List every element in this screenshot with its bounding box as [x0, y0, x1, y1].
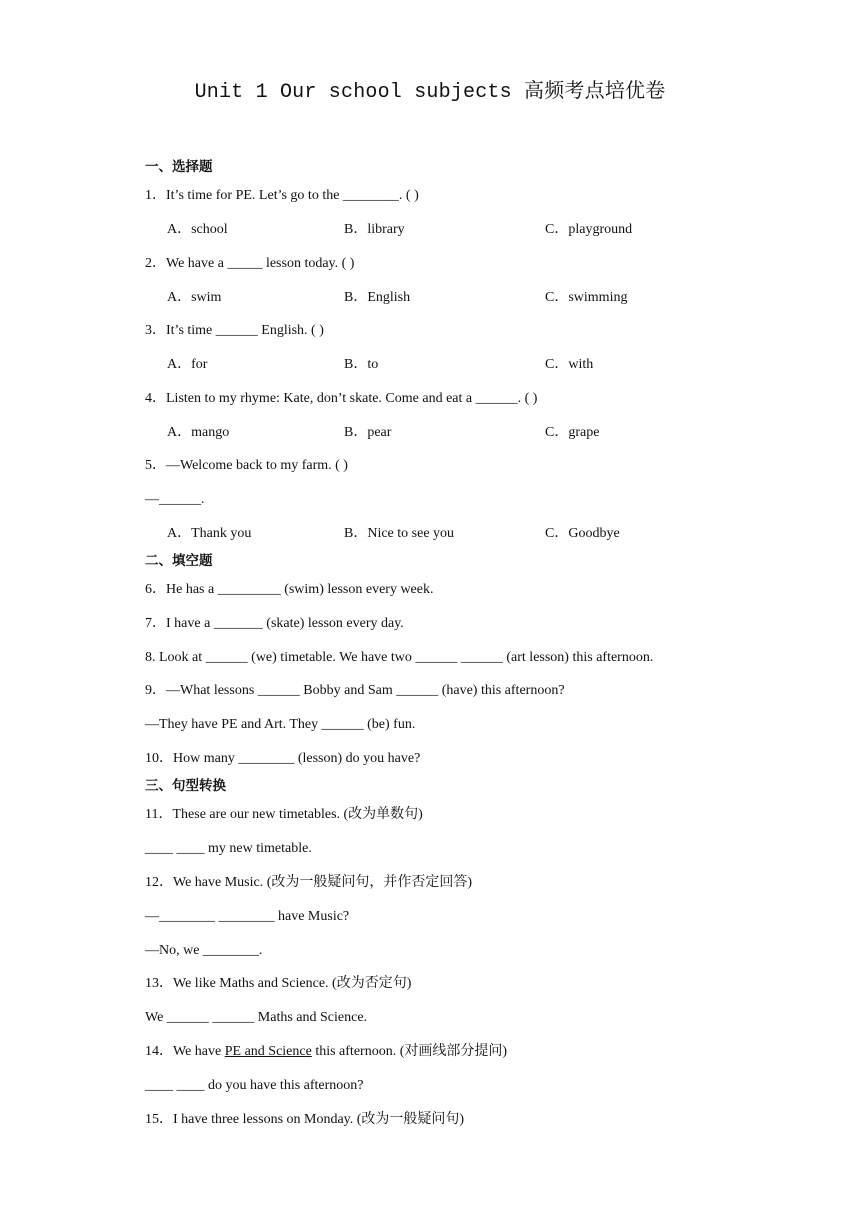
question-15: 15．I have three lessons on Monday. (改为一般疑问句): [145, 1112, 465, 1127]
question-9-line-2: —They have PE and Art. They ______ (be) fun.: [145, 717, 416, 732]
q1-option-c: C．playground: [545, 222, 633, 237]
q2-option-b: B．English: [344, 290, 411, 305]
section-heading-sentence-transform: 三、句型转换: [145, 778, 226, 794]
page-title: Unit 1 Our school subjects 高频考点培优卷: [194, 81, 666, 104]
question-2: 2．We have a _____ lesson today. ( ): [145, 256, 355, 271]
q5-option-c: C．Goodbye: [545, 526, 620, 541]
q2-option-a: A．swim: [167, 290, 222, 305]
question-5-response: —______.: [145, 492, 205, 507]
question-3: 3．It’s time ______ English. ( ): [145, 323, 324, 338]
q3-option-c: C．with: [545, 357, 594, 372]
question-13: 13．We like Maths and Science. (改为否定句): [145, 976, 412, 991]
question-6: 6．He has a _________ (swim) lesson every week.: [145, 582, 434, 597]
q5-option-b: B．Nice to see you: [344, 526, 455, 541]
q1-option-b: B．library: [344, 222, 405, 237]
q1-option-a: A．school: [167, 222, 228, 237]
question-1: 1．It’s time for PE. Let’s go to the ________. ( ): [145, 188, 419, 203]
question-5: 5．—Welcome back to my farm. ( ): [145, 458, 348, 473]
question-8: 8. Look at ______ (we) timetable. We have two ______ ______ (art lesson) this afternoon.: [145, 650, 654, 665]
q3-option-b: B．to: [344, 357, 379, 372]
q2-option-c: C．swimming: [545, 290, 628, 305]
section-heading-fill-blank: 二、填空题: [145, 553, 213, 569]
q4-option-c: C．grape: [545, 425, 600, 440]
q14-suffix: this afternoon. (对画线部分提问): [311, 1044, 508, 1059]
question-10: 10．How many ________ (lesson) do you have?: [145, 751, 421, 766]
question-11: 11．These are our new timetables. (改为单数句): [145, 807, 423, 822]
q4-option-a: A．mango: [167, 425, 230, 440]
q14-prefix: 14．We have: [145, 1044, 225, 1059]
question-12-answer-2: —No, we ________.: [145, 943, 263, 958]
question-14: [145, 1043, 507, 1061]
q4-option-b: B．pear: [344, 425, 392, 440]
question-13-answer: We ______ ______ Maths and Science.: [145, 1010, 368, 1025]
question-14-answer: ____ ____ do you have this afternoon?: [145, 1078, 364, 1093]
question-7: 7．I have a _______ (skate) lesson every day.: [145, 616, 404, 631]
question-4: 4．Listen to my rhyme: Kate, don’t skate. Come and eat a ______. ( ): [145, 391, 538, 406]
question-12-answer-1: —________ ________ have Music?: [145, 909, 350, 924]
q5-option-a: A．Thank you: [167, 526, 252, 541]
section-heading-multiple-choice: 一、选择题: [145, 159, 213, 175]
question-12: 12．We have Music. (改为一般疑问句，并作否定回答): [145, 875, 473, 890]
question-9: 9．—What lessons ______ Bobby and Sam ______ (have) this afternoon?: [145, 683, 565, 698]
q14-underlined-phrase: PE and Science: [224, 1044, 312, 1059]
question-11-answer: ____ ____ my new timetable.: [145, 841, 312, 856]
q3-option-a: A．for: [167, 357, 208, 372]
